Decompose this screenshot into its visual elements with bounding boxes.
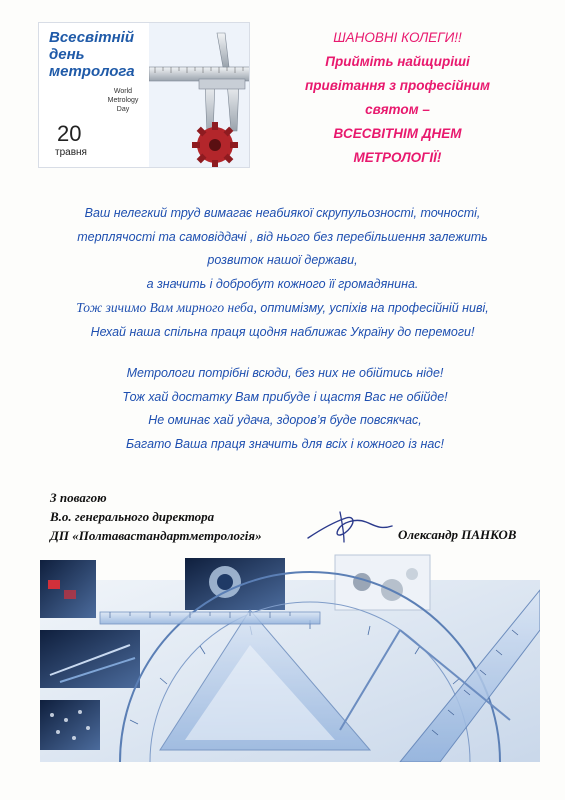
greeting-line: святом – — [365, 102, 430, 117]
message-rest-part: оптимізму, успіхів на професійній ниві, — [256, 301, 489, 315]
greeting-line: МЕТРОЛОГІЇ! — [353, 150, 442, 165]
greeting-line: ШАНОВНІ КОЛЕГИ!! — [333, 30, 462, 45]
position-line: В.о. генерального директора — [50, 509, 215, 524]
poem-line: Тож хай достатку Вам прибуде і щастя Вас не обійде! — [122, 389, 448, 404]
handwritten-signature — [300, 508, 400, 546]
greeting-line: Прийміть найщиріші — [325, 54, 470, 69]
greeting-header — [275, 26, 520, 170]
message-line — [30, 296, 535, 321]
organization-line: ДП «Полтавастандартметрологія» — [50, 528, 262, 543]
greeting-line: привітання з професійним — [304, 78, 491, 93]
logo-english-caption: World Metrology Day — [107, 88, 139, 113]
metrology-day-logo — [38, 22, 250, 168]
poem — [40, 362, 530, 456]
caliper-gear-icon — [149, 23, 250, 168]
message-line: Ваш нелегкий труд вимагає неабиякої скрупульозності, точності, — [84, 206, 481, 220]
logo-title: Всесвітній день метролога — [49, 29, 135, 80]
message-line: розвиток нашої держави, — [207, 253, 358, 267]
message-line: а значить і добробут кожного її громадянина. — [146, 276, 419, 291]
logo-month: травня — [55, 147, 87, 158]
message-line: Нехай наша спільна праця щодня наближає Україну до перемоги! — [90, 324, 475, 339]
regards-line: З повагою — [50, 490, 107, 505]
message-serif-part: Тож зичимо Вам мирного неба, — [76, 300, 257, 315]
poem-line: Не оминає хай удача, здоров’я буде повсякчас, — [148, 413, 422, 427]
logo-day: 20 — [57, 121, 82, 146]
message-line: терплячості та самовіддачі , від нього без перебільшення залежить — [77, 229, 488, 244]
metrology-collage — [40, 550, 540, 762]
poem-line: Метрологи потрібні всюди, без них не обійтись ніде! — [126, 366, 444, 380]
signer-name: Олександр ПАНКОВ — [398, 527, 517, 542]
circuit-photo — [40, 700, 100, 750]
congratulation-message — [30, 202, 535, 344]
signature-block — [50, 488, 262, 545]
greeting-line: ВСЕСВІТНІМ ДНЕМ — [333, 126, 462, 141]
poem-line: Багато Ваша праця значить для всіх і кожного із нас! — [125, 436, 445, 451]
